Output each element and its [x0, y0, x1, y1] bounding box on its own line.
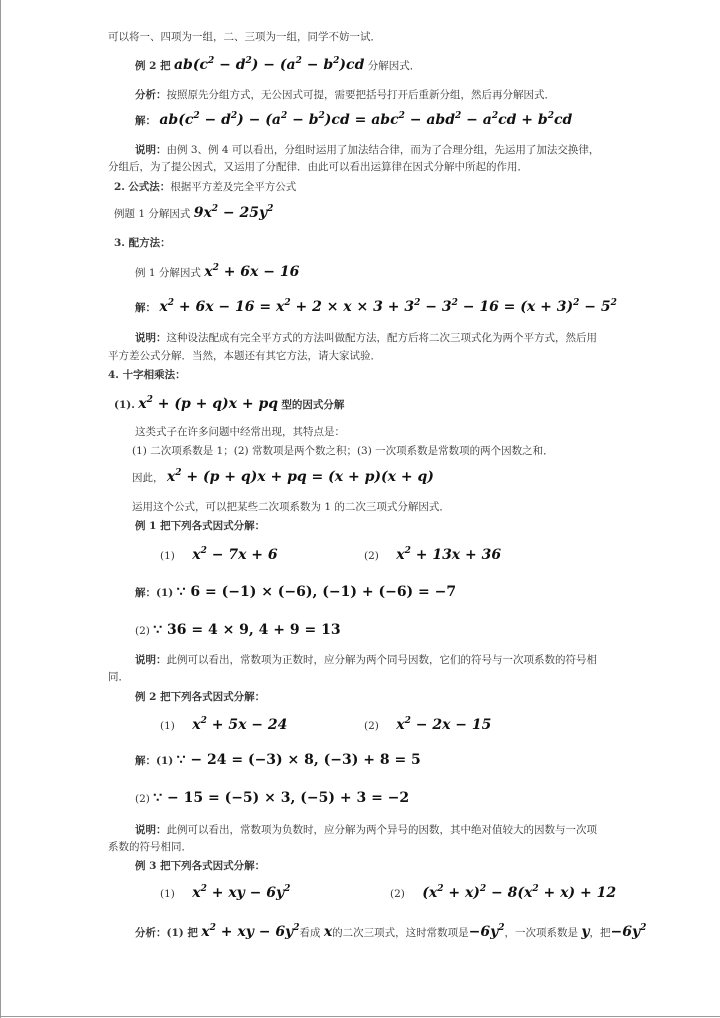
problem-item	[364, 718, 491, 733]
problem-number: (2)	[364, 550, 379, 562]
solution-label: (2)	[135, 625, 150, 637]
math-expression: ∵ − 15 = (−5) × 3, (−5) + 3 = −2	[153, 790, 410, 806]
text-line: 可以将一、四项为一组，二、三项为一组，同学不妨一试．	[108, 31, 381, 43]
solution-label: 解：	[135, 115, 156, 127]
remark-line	[135, 143, 599, 157]
text-span: 型的因式分解	[281, 399, 345, 411]
math-expression: $ab(c^2 - d^2) - (a^2 - b^2)cd$	[173, 56, 365, 73]
problem-number: (1)	[160, 550, 175, 562]
remark-label: 说明：	[135, 824, 167, 836]
problem-item	[390, 886, 616, 901]
problem-item	[160, 886, 290, 901]
math-expression: $x^2 - 7x + 6$	[192, 546, 278, 563]
math-expression: $x^2$ + xy − $6y^2$	[192, 884, 291, 901]
problem-item	[160, 548, 278, 563]
problem-item	[160, 718, 287, 733]
problem-number: (2)	[390, 888, 405, 900]
text-line: (1) 二次项系数是 1；(2) 常数项是两个数之积；(3) 一次项系数是常数项的两个因数之和．	[132, 445, 554, 457]
text-span: 的二次三项式，这时常数项是	[332, 927, 469, 939]
example-heading: 例 1 把下列各式因式分解：	[135, 520, 266, 532]
text-line: 平方差公式分解．当然，本题还有其它方法，请大家试验．	[108, 350, 381, 362]
solution-label: 解：	[135, 302, 156, 314]
section-heading: 4. 十字相乘法：	[108, 369, 186, 381]
analysis-label: 分析：(1) 把	[135, 927, 198, 939]
text-span: 根据平方差及完全平方公式	[170, 181, 297, 193]
math-expression: $ab(c^2 - d^2) - (a^2 - b^2)cd = abc^2 - abd^2 - a^2cd + b^2cd$	[159, 111, 573, 128]
section-heading	[114, 180, 296, 194]
math-expression: $(x^2 + x)^2 - 8(x^2 + x) + 12$	[422, 884, 617, 901]
solution-line	[135, 300, 617, 315]
math-expression: $-6y^2$	[610, 923, 647, 940]
text-span: 此例可以看出，常数项为正数时，应分解为两个同号因数，它们的符号与一次项系数的符号相	[166, 654, 597, 666]
example-heading: 例 2 把下列各式因式分解：	[135, 691, 266, 703]
solution-line	[135, 623, 341, 638]
example-label: 例 1 分解因式	[135, 267, 201, 279]
solution-label: (2)	[135, 793, 150, 805]
text-span: ，把	[589, 927, 611, 939]
solution-line	[135, 753, 421, 768]
math-expression: $x^2 + 6x - 16$	[204, 263, 300, 280]
example-label: 例题 1 分解因式	[114, 208, 191, 220]
analysis-label: 分析：	[135, 89, 167, 101]
text-line: 运用这个公式，可以把某些二次项系数为 1 的二次三项式分解因式．	[132, 501, 450, 513]
subsection-heading	[114, 397, 344, 412]
math-expression: $x^2 + 6x - 16 = x^2 + 2 \times x \times 3 + 3^2 - 3^2 - 16 = (x + 3)^2 - 5^2$	[159, 298, 617, 315]
solution-line	[135, 791, 409, 806]
problem-item	[364, 548, 501, 563]
text-line: 同．	[108, 671, 129, 683]
text-span: 分解因式．	[367, 60, 421, 72]
subsection-number: (1).	[114, 399, 135, 411]
math-expression: $-6y^2$	[468, 923, 505, 940]
math-expression: $x^2 + 5x - 24$	[192, 716, 288, 733]
section-number: 2.	[114, 181, 125, 193]
page-border-bottom	[0, 1016, 720, 1017]
text-span: 此例可以看出，常数项为负数时，应分解为两个异号的因数，其中绝对值较大的因数与一次项	[166, 824, 597, 836]
math-expression: ∵ − 24 = (−3) × 8, (−3) + 8 = 5	[176, 752, 421, 768]
problem-number: (1)	[160, 720, 175, 732]
text-span: 看成	[299, 927, 321, 939]
section-title: 公式法：	[128, 181, 171, 193]
text-span: 按照原先分组方式，无公因式可提，需要把括号打开后重新分组，然后再分解因式．	[166, 89, 555, 101]
math-expression: $x^2 + (p + q)x$ + pq	[138, 395, 279, 412]
text-span: ，一次项系数是	[504, 927, 579, 939]
problem-number: (2)	[364, 720, 379, 732]
math-expression: ∵ 36 = 4 × 9, 4 + 9 = 13	[153, 622, 341, 638]
math-expression: $x^2 + 13x + 36$	[396, 546, 502, 563]
text-span: 由例 3、例 4 可以看出，分组时运用了加法结合律，而为了合理分组，先运用了加法交换律，	[166, 144, 600, 156]
analysis-line	[135, 925, 646, 940]
formula-line	[132, 470, 434, 485]
remark-label: 说明：	[135, 654, 167, 666]
text-span: 这种设法配成有完全平方式的方法叫做配方法，配方后将二次三项式化为两个平方式，然后用	[166, 332, 597, 344]
text-span: 因此，	[132, 472, 164, 484]
remark-label: 说明：	[135, 144, 167, 156]
math-variable: y	[581, 924, 590, 940]
math-variable: x	[323, 924, 333, 940]
example-line	[114, 206, 273, 221]
remark-line	[135, 653, 597, 667]
example-2-heading	[135, 58, 420, 73]
text-line: 这类式子在许多问题中经常出现，其特点是：	[135, 426, 345, 438]
text-line: 系数的符号相同．	[108, 841, 192, 853]
page-border-left	[0, 0, 1, 1018]
solution-label: 解：(1)	[135, 587, 174, 599]
text-line: 分组后，为了提公因式，又运用了分配律．由此可以看出运算律在因式分解中所起的作用．	[108, 161, 528, 173]
math-expression: $x^2 - 2x - 15$	[396, 716, 492, 733]
solution-line	[135, 585, 456, 600]
math-expression: ∵ 6 = (−1) × (−6), (−1) + (−6) = −7	[176, 584, 457, 600]
solution-label: 解：(1)	[135, 755, 174, 767]
math-expression: $x^2 + (p + q)x$ + pq = (x + p)(x + q)	[166, 468, 434, 485]
solution-line	[135, 113, 572, 128]
math-expression: $x^2$ + xy − $6y^2$	[201, 923, 300, 940]
example-label: 例 2 把	[135, 60, 171, 72]
example-heading: 例 3 把下列各式因式分解：	[135, 860, 266, 872]
remark-line	[135, 331, 597, 345]
math-expression: $9x^2 - 25y^2$	[193, 204, 274, 221]
remark-line	[135, 823, 597, 837]
example-line	[135, 265, 299, 280]
section-heading: 3. 配方法：	[114, 237, 171, 249]
remark-label: 说明：	[135, 332, 167, 344]
problem-number: (1)	[160, 888, 175, 900]
analysis-line	[135, 88, 555, 102]
